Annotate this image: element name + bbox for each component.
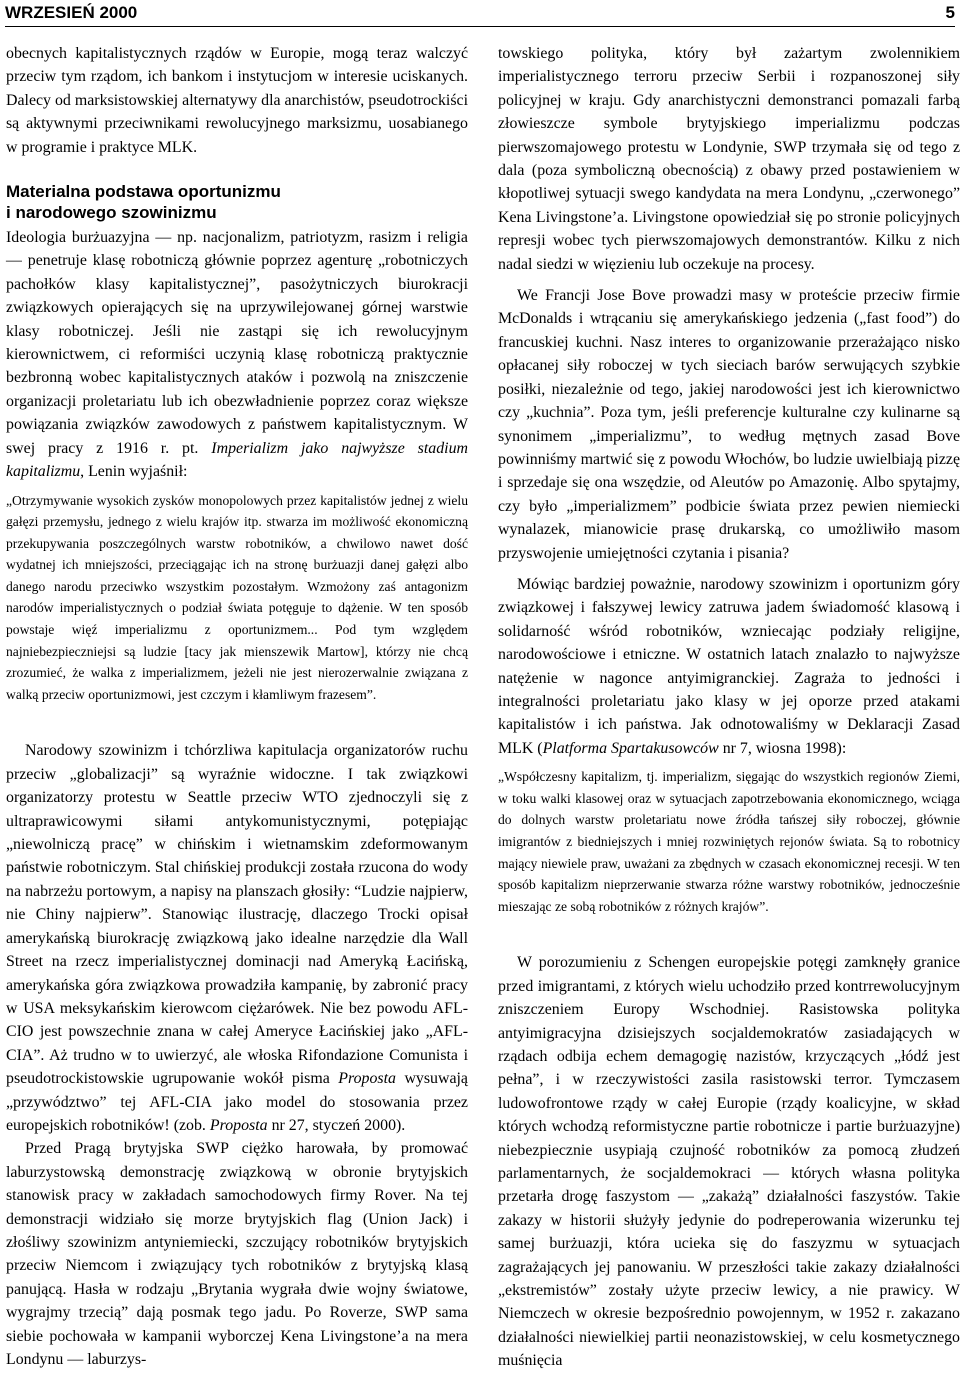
text-run: wysuwają „przywództwo” tej AFL-CIA jako model do stosowania przez europejskich robotników! (zob. [6,1070,468,1134]
lenin-quote: „Otrzymywanie wysokich zysków monopolowych przez kapitalistów jednej z wielu gałęzi przemysłu, jednego z wielu krajów itp. stwarza im możliwość ekonomiczną przekupywania poszczególnych warstw robotników, a chwilowo nawet dość wydatnej ich mniejszości, przeciągając ich na stronę burżuazji danej gałęzi albo danego narodu przeciwko wszystkim pozostałym. Wzmożony zaś antagonizm narodów imperialistycznych o podział świata potęguje to dążenie. W ten sposób powstaje więź imperializmu z oportunizmem... Pod tym względem najniebezpieczniejsi są ludzie [tacy jak mienszewik Martow], którzy nie chcą zrozumieć, że walka z imperializmem, jeżeli nie jest nierozerwalnie związana z walką przeciw oportunizmowi, jest czczym i kłamliwym frazesem”. [6,492,468,702]
text-run: Ideologia burżuazyjna — np. nacjonalizm, patriotyzm, rasizm i religia — penetruje klasę robotniczą głównie poprzez agenturę „robotniczych pachołków klasy kapitalistycznej”, pasożytniczych biurokracji związkowych opierających się na uprzywilejowanej górnej warstwie klasy robotniczej. Jeśli nie zastąpi się ich rewolucyjnym kierownictwem, ci reformiści uczynią klasę robotniczą praktycznie bezbronną wobec kapitalistycznych ataków i pozwolą na zniszczenie organizacji proletariatu lub ich obezwładnienie poprzez coraz większe powiązania związków zawodowych z państwem kapitalistycznym. W swej pracy z 1916 r. pt. [6,229,468,457]
text-run: nr 7, wiosna 1998): [722,739,847,757]
platform-quote: „Współczesny kapitalizm, tj. imperializm, sięgając do wszystkich regionów Ziemi, w toku walki klasowej oraz w sytuacjach zapotrzebowania ekonomicznego, wciąga do dolnych warstw proletariatu nowe źródła tańszej siły roboczej, głównie imigrantów z biedniejszych i mniej rozwiniętych rejonów świata. Są to robotnicy mający niewiele praw, uważani za zbędnych w czasach ekonomicznej recesji. W ten sposób kapitalizm nieprzerwanie stwarza różne warstwy robotników, jednocześnie mieszając ze sobą robotników z różnych krajów”. [498,769,960,914]
right-paragraph-2: We Francji Jose Bove prowadzi masy w proteście przeciw firmie McDonalds i wtrącaniu się amerykańskiego jedzenia („fast food”) do francuskiej kuchni. Nasz interes to organizowanie przerażająco nisko opłacanej siły roboczej w tych sieciach barów serwujących szybkie posiłki, niezależnie od tego, jakiej narodowości jest ich kierownictwo czy „kuchnia”. Poza tym, jeśli preferencje kulturalne czy kulinarne są synonimem „imperializmu”, to według mętnych zasad Bove powinniśmy martwić się z powodu Włochów, bo ludzie uwielbiają pizzę i sprzedaje się ona wszędzie, od Aleutów po Amazonię. Albo spytajmy, czy było „imperializmem” podbicie świata przez pewien niemiecki wynalazek, mianowicie prasę drukarską, co umożliwiło masom przyswojenie umiejętności czytania i pisania? [498,287,960,562]
right-paragraph-1: towskiego polityka, który był zażartym zwolennikiem imperialistycznego terroru przeciw Serbii i rozpanoszonej siły policyjnej w kraju. Gdy anarchistyczni demonstranci pomazali farbą złowieszcze symbole brytyjskiego imperializmu podczas pierwszomajowego protestu w Londynie, SWP trzymała się od tego z dala (poza symboliczną obecnością) z obawy przed postawieniem w kłopotliwej sytuacji swego kandydata na mera Londynu, „czerwonego” Kena Livingstone’a. Livingstone opowiedział się po stronie policyjnych represji wobec tych pierwszomajowych demonstrantów. Kilku z nich nadal siedzi w więzieniu lub oczekuje na procesy. [498,45,960,273]
document-title: Platforma Spartakusowców [542,739,719,757]
left-paragraph-1: obecnych kapitalistycznych rządów w Europie, mogą teraz walczyć przeciw tym rządom, ich bankom i instytucjom w interesie uciskanych. Dalecy od marksistowskiej alternatywy dla anarchistów, pseudotrockiści są aktywnymi przeciwnikami rewolucyjnego marksizmu, uosabianego w programie i praktyce MLK. [6,45,468,156]
left-paragraph-3 [6,739,468,1137]
book-title: Imperializm jako najwyższe stadium kapitalizmu [6,439,468,481]
page-header [5,0,955,27]
left-column [6,42,468,1371]
text-run: , Lenin wyjaśnił: [80,463,188,481]
left-paragraph-4: Przed Pragą brytyjska SWP ciężko harowała, by promować laburzystowską demonstrację związkową w obronie brytyjskich stanowisk pracy w zakładach samochodowych firmy Rover. Na tej demonstracji widziało się morze brytyjskich flag (Union Jack) i złośliwy szowinizm antyniemiecki, szczujący robotników brytyjskich przeciw Niemcom i związujący tych robotników z brytyjską klasą panującą. Hasła w rodzaju „Brytania wygrała dwie wojny światowe, wygrajmy trzecią” dają posmak tego jadu. Po Roverze, SWP sama siebie pochowała w kampanii wyborczej Kena Livingstone’a na mera Londynu — laburzys- [6,1140,468,1368]
section-heading-line-2: i narodowego szowinizmu [6,203,217,223]
text-run: nr 27, styczeń 2000). [271,1116,406,1134]
section-heading-line-1: Materialna podstawa oportunizmu [6,182,281,202]
magazine-title: Proposta [209,1116,268,1134]
section-heading [6,181,468,223]
right-column [498,42,960,1373]
page-number: 5 [945,3,955,22]
text-run: Narodowy szowinizm i tchórzliwa kapitulacja organizatorów ruchu przeciw „globalizacji” są wyraźnie widoczne. I tak związkowi organizatorzy protestu w Seattle przeciw WTO zjednoczyli się z ultraprawicowymi siłami antykomunistycznymi, potępiając „niewolniczą pracę” w chińskim i wietnamskim zdeformowanym państwie robotniczym. Stal chińskiej produkcji została rzucona do wody na nabrzeżu portowym, a napisy na planszach głosiły: “Ludzie najpierw, nie Chiny najpierw”. Stanowiąc ilustrację, dlaczego Trocki opisał amerykańską biurokrację związkową jako idealne narzędzie dla Wall Street na rzecz imperialistycznej dominacji nad Ameryką Łacińską, amerykańska góra związkowa prowadziła kampanię, by zabronić pracy w USA meksykańskim kierowcom ciężarówek. Nie bez powodu AFL-CIO jest powszechnie znana w całej Ameryce Łacińskiej jako „AFL-CIA”. Aż trudno w to uwierzyć, ale włoska Rifondazione Comunista i pseudotrockistowskie ugrupowanie wokół pisma [6,742,468,1088]
left-paragraph-2 [6,226,468,483]
right-paragraph-4: W porozumieniu z Schengen europejskie potęgi zamknęły granice przed imigrantami, z których wielu uchodziło przed kontrrewolucyjnym zniszczeniem Europy Wschodniej. Rasistowska polityka antyimigracyjna dzisiejszych socjaldemokratów zasiadających w rządach odbija echem demagogię nazistów, krzyczących „łódź jest pełna”, i w rzeczywistości zasila rasistowski terror. Tymczasem ludowofrontowe rządy w całej Europie (rządy koalicyjne, w skład których wchodzą reformistyczne partie robotnicze i partie burżuazyjne) niebezpiecznie usypiają czujność robotników za pomocą złudzeń parlamentarnych, że socjaldemokraci — których własna polityka przetarła drogę faszystom — „zakażą” działalności faszystów. Takie zakazy w historii służyły jedynie do podreperowania wizerunku tej samej burżuazji, która ucieka się do faszyzmu w sytuacjach zagrażających jej panowaniu. W przeszłości takie zakazy działalności „ekstremistów” zostały użyte przeciw lewicy, a nie prawicy. W Niemczech w okresie bezpośrednio powojennym, w 1952 r. zakazano działalności niewielkiej partii neonazistowskiej, w celu kosmetycznego muśnięcia [498,954,960,1370]
right-paragraph-3 [498,573,960,760]
issue-date: WRZESIEŃ 2000 [5,3,138,22]
magazine-title: Proposta [338,1070,396,1088]
text-run: Mówiąc bardziej poważnie, narodowy szowinizm i oportunizm góry związkowej i fałszywej lewicy zatruwa jadem świadomość klasową i solidarność wśród robotników, wzniecając podziały religijne, narodowościowe i etniczne. W ostatnich latach znalazło to najwyższe natężenie w nagonce antyimigranckiej. Zagraża to jedności i integralności proletariatu jako klasy w jej oporze przed atakami kapitalistów i ich państwa. Jak odnotowaliśmy w Deklaracji Zasad MLK ( [498,575,960,757]
